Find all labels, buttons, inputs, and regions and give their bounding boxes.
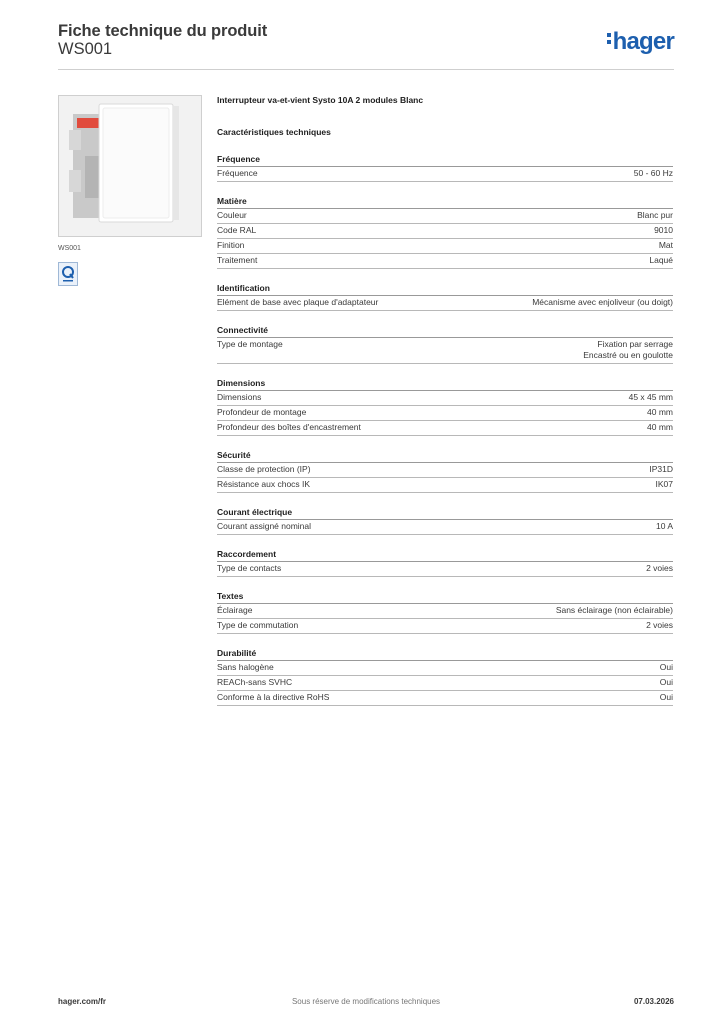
spec-label: Conforme à la directive RoHS bbox=[217, 692, 330, 702]
logo-dots-icon bbox=[607, 32, 611, 46]
spec-value-line: 40 mm bbox=[647, 422, 673, 432]
spec-group bbox=[217, 506, 673, 535]
spec-label: Elément de base avec plaque d'adaptateur bbox=[217, 297, 379, 307]
spec-value-line: 2 voies bbox=[646, 620, 673, 630]
spec-value-line: Mécanisme avec enjoliveur (ou doigt) bbox=[532, 297, 673, 307]
spec-label: Type de commutation bbox=[217, 620, 299, 630]
spec-label: Dimensions bbox=[217, 392, 262, 402]
spec-value-line: 9010 bbox=[654, 225, 673, 235]
spec-label: Profondeur de montage bbox=[217, 407, 307, 417]
spec-label: Finition bbox=[217, 240, 245, 250]
spec-group bbox=[217, 590, 673, 634]
spec-group-title: Durabilité bbox=[217, 647, 673, 661]
spec-value-line: Oui bbox=[659, 662, 673, 672]
spec-group bbox=[217, 282, 673, 311]
spec-value-line: Oui bbox=[659, 677, 673, 687]
spec-label: Type de montage bbox=[217, 339, 283, 349]
spec-value-line: Sans éclairage (non éclairable) bbox=[555, 605, 673, 615]
spec-value bbox=[660, 692, 673, 703]
spec-group bbox=[217, 647, 673, 706]
spec-row bbox=[217, 224, 673, 239]
spec-value bbox=[656, 479, 674, 490]
spec-group-title: Matière bbox=[217, 195, 673, 209]
product-media bbox=[58, 95, 202, 286]
product-name: Interrupteur va-et-vient Systo 10A 2 modules Blanc bbox=[217, 95, 424, 105]
spec-row bbox=[217, 661, 673, 676]
spec-group-title: Textes bbox=[217, 590, 673, 604]
spec-row bbox=[217, 421, 673, 436]
spec-label: Classe de protection (IP) bbox=[217, 464, 311, 474]
spec-value-line: 40 mm bbox=[647, 407, 673, 417]
spec-value bbox=[659, 240, 673, 251]
spec-row bbox=[217, 619, 673, 634]
spec-value-line: 10 A bbox=[655, 521, 673, 531]
spec-value bbox=[649, 255, 673, 266]
spec-group bbox=[217, 195, 673, 269]
spec-value bbox=[647, 407, 673, 418]
spec-group-title: Connectivité bbox=[217, 324, 673, 338]
spec-group bbox=[217, 377, 673, 436]
quality-q-icon bbox=[58, 262, 78, 286]
spec-group-title: Raccordement bbox=[217, 548, 673, 562]
spec-value-line: 2 voies bbox=[646, 563, 673, 573]
spec-row bbox=[217, 520, 673, 535]
spec-group-title: Identification bbox=[217, 282, 673, 296]
spec-value bbox=[532, 297, 673, 308]
spec-value bbox=[583, 339, 673, 361]
header-divider bbox=[58, 69, 674, 70]
spec-value bbox=[556, 605, 673, 616]
spec-group-title: Dimensions bbox=[217, 377, 673, 391]
spec-label: Courant assigné nominal bbox=[217, 521, 312, 531]
spec-label: Fréquence bbox=[217, 168, 258, 178]
spec-value bbox=[637, 210, 673, 221]
spec-value-line: 45 x 45 mm bbox=[628, 392, 673, 402]
spec-row bbox=[217, 254, 673, 269]
spec-label: Résistance aux chocs IK bbox=[217, 479, 311, 489]
spec-row bbox=[217, 338, 673, 364]
spec-value-line: IK07 bbox=[655, 479, 673, 489]
spec-value-line: Laqué bbox=[649, 255, 673, 265]
spec-groups bbox=[217, 153, 673, 706]
spec-row bbox=[217, 676, 673, 691]
spec-value bbox=[654, 225, 673, 236]
switch-photo-icon bbox=[58, 95, 202, 237]
spec-label: Couleur bbox=[217, 210, 247, 220]
footer-site-link[interactable]: hager.com/fr bbox=[58, 997, 107, 1006]
brand-name: hager bbox=[612, 28, 674, 55]
spec-label: Type de contacts bbox=[217, 563, 282, 573]
spec-row bbox=[217, 604, 673, 619]
hager-logo bbox=[607, 28, 674, 56]
spec-value-line: IP31D bbox=[649, 464, 673, 474]
spec-row bbox=[217, 239, 673, 254]
spec-value-line: 50 - 60 Hz bbox=[633, 168, 673, 178]
spec-row bbox=[217, 406, 673, 421]
spec-sheet bbox=[217, 95, 673, 706]
page-header bbox=[58, 20, 674, 72]
footer-date: 07.03.2026 bbox=[633, 997, 674, 1006]
spec-label: Traitement bbox=[217, 255, 258, 265]
spec-row bbox=[217, 691, 673, 706]
spec-group bbox=[217, 449, 673, 493]
spec-value-line: Oui bbox=[659, 692, 673, 702]
spec-row bbox=[217, 296, 673, 311]
photo-caption: WS001 bbox=[58, 245, 81, 252]
spec-row bbox=[217, 391, 673, 406]
spec-group bbox=[217, 324, 673, 364]
spec-group-title: Fréquence bbox=[217, 153, 673, 167]
spec-row bbox=[217, 562, 673, 577]
spec-value bbox=[649, 464, 673, 475]
spec-group bbox=[217, 548, 673, 577]
spec-intro: Caractéristiques techniques bbox=[217, 127, 331, 137]
spec-value-line: Encastré ou en goulotte bbox=[583, 350, 673, 360]
spec-group bbox=[217, 153, 673, 182]
spec-row bbox=[217, 167, 673, 182]
spec-row bbox=[217, 209, 673, 224]
spec-group-title: Sécurité bbox=[217, 449, 673, 463]
spec-label: Profondeur des boîtes d'encastrement bbox=[217, 422, 361, 432]
spec-value bbox=[646, 620, 673, 631]
spec-value bbox=[646, 563, 673, 574]
spec-value bbox=[656, 521, 673, 532]
spec-value bbox=[629, 392, 673, 403]
spec-row bbox=[217, 478, 673, 493]
spec-value bbox=[660, 662, 673, 673]
spec-group-title: Courant électrique bbox=[217, 506, 673, 520]
spec-value-line: Fixation par serrage bbox=[597, 339, 673, 349]
spec-value-line: Blanc pur bbox=[637, 210, 673, 220]
spec-label: Sans halogène bbox=[217, 662, 274, 672]
footer-note: Sous réserve de modifications techniques bbox=[291, 997, 441, 1006]
spec-label: REACh-sans SVHC bbox=[217, 677, 293, 687]
spec-value bbox=[660, 677, 673, 688]
spec-label: Code RAL bbox=[217, 225, 257, 235]
spec-value bbox=[634, 168, 673, 179]
spec-value bbox=[647, 422, 673, 433]
product-code: WS001 bbox=[58, 40, 113, 58]
spec-value-line: Mat bbox=[658, 240, 673, 250]
spec-row bbox=[217, 463, 673, 478]
spec-label: Éclairage bbox=[217, 605, 253, 615]
page-title: Fiche technique du produit bbox=[58, 22, 268, 40]
